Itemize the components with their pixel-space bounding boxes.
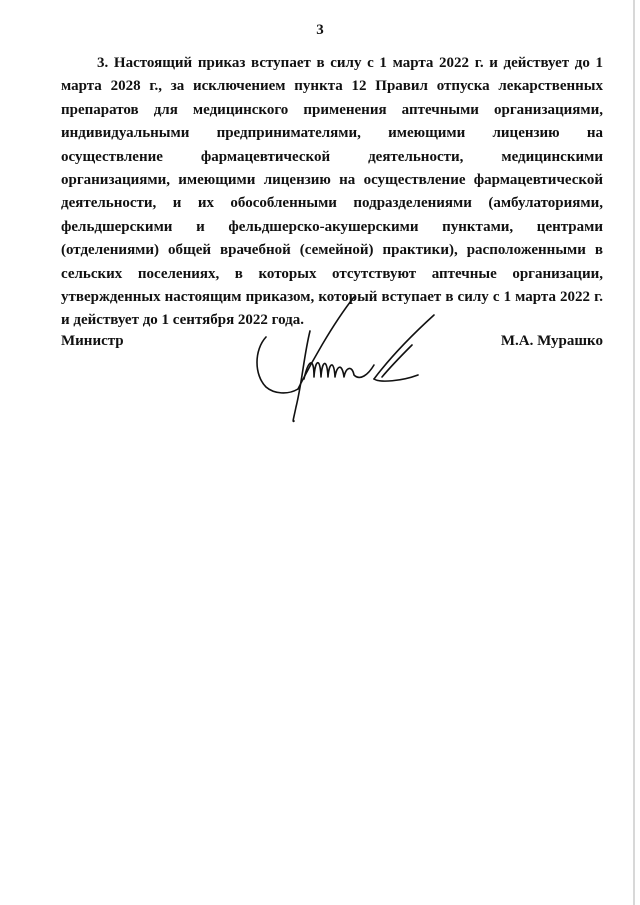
page-number: 3	[316, 22, 324, 38]
handwritten-signature	[252, 295, 442, 425]
signature-stroke	[293, 331, 310, 421]
signature-stroke	[382, 345, 412, 377]
signature-stroke	[298, 297, 354, 389]
signature-stroke	[257, 337, 298, 393]
signature-stroke	[374, 315, 434, 379]
scan-edge-shadow	[633, 0, 635, 905]
paragraph-3: 3. Настоящий приказ вступает в силу с 1 марта 2022 г. и действует до 1 марта 2028 г., за исключением пункта 12 Правил отпуска лекарственных препаратов для медицинского применения аптечными организациями, индивидуальными предпринимателями, имеющими лицензию на осуществление фармацевтической деятельности, медицинскими организациями, имеющими лицензию на осуществление фармацевтической деятельности, и их обособленными подразделениями (амбулаториями, фельдшерскими и фельдшерско-акушерскими пунктами, центрами (отделениями) общей врачебной (семейной) практики), расположенными в сельских поселениях, в которых отсутствуют аптечные организации, утвержденных настоящим приказом, который вступает в силу с 1 марта 2022 г. и действует до 1 сентября 2022 года.	[61, 55, 603, 329]
signature-stroke	[374, 375, 418, 381]
signer-title: Министр	[61, 333, 124, 349]
signer-name: М.А. Мурашко	[500, 333, 603, 349]
signature-stroke	[304, 363, 374, 379]
